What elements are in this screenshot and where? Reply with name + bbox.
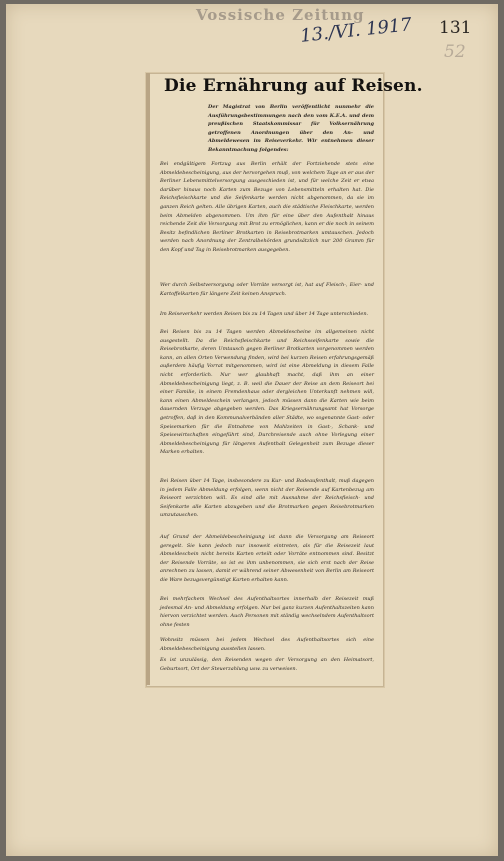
page-number: 131	[439, 18, 472, 38]
article-paragraph: Auf Grund der Abmeldebescheinigung ist dann die Versorgung am Reiseort geregelt. Sie kann jedoch nur insoweit eintreten, als für die Reisezeit laut Abmeldeschein nicht bereits Karten erteilt oder Vorräte entnommen sind. Besitzt der Reisende Vorräte, so ist es ihm unbenommen, sie sich erst nach der Reise anrechnen zu lassen, damit er während seiner Abwesenheit von Berlin am Reiseort die Ware bezugsvergünstigt Karten erhalten kann.	[160, 534, 374, 583]
article-paragraph: Wer durch Selbstversorgung oder Vorräte versorgt ist, hat auf Fleisch-, Eier- und Kartoffelkarten für längere Zeit keinen Anspruch.	[160, 282, 374, 297]
article-title: Die Ernährung auf Reisen.	[164, 76, 423, 96]
article-paragraph: Bei mehrfachem Wechsel des Aufenthaltsortes innerhalb der Reisezeit muß jedesmal An- und Abmeldung erfolgen. Nur bei ganz kurzen Aufenthaltszeiten kann hiervon verzichtet werden. Auch Personen mit ständig wechselndem Aufenthaltsort ohne festen	[160, 596, 374, 628]
article-intro: Der Magistrat von Berlin veröffentlicht nunmehr die Ausführungsbestimmungen nach den vom K.E.A. und dem preußischen Staatskommissar für Volksernährung getroffenen Anordnungen über den An- und Abmeldewesen im Reiseverkehr. Wir entnehmen dieser Bekanntmachung folgendes:	[208, 104, 374, 153]
pencil-number: 52	[444, 42, 466, 62]
article-paragraph: Wohnsitz müssen bei jedem Wechsel des Aufenthaltsortes sich eine Abmeldebescheinigung ausstellen lassen.	[160, 637, 374, 652]
newspaper-masthead: Vossische Zeitung	[196, 6, 365, 24]
clipping-edge	[146, 73, 150, 685]
handwritten-date: 13./VI. 1917	[299, 14, 413, 47]
article-paragraph: Es ist unzulässig, den Reisenden wegen der Versorgung an den Heimatsort, Geburtsort, Ort der Steuerzahlung usw. zu verweisen.	[160, 657, 374, 672]
article-paragraph: Bei Reisen bis zu 14 Tagen werden Abmeldescheine im allgemeinen nicht ausgestellt. Da die Reichsfleischkarte und Reichsseifenkarte sowie die Reisebrotkarte, deren Umtausch gegen Berliner Brotkarten vorgenommen werden kann, an allen Orten Verwendung finden, wird bei kurzen Reisen erfahrungsgemäß außerdem häufig Vorrat mitgenommen, wird ist eine Abmeldung in diesem Falle nicht erforderlich. Nur wer glaubhaft macht, daß ihm an einer Abmeldebescheinigung liegt, z. B. weil die Dauer der Reise an dem Reiseort bei einer Familie, in einem Fremdenhaus oder dergleichen Unterkunft nehmen will, kann einen Abmeldeschein verlangen, jedoch müssen dann die Karten wie beim dauernden Verzuge abgegeben werden. Das Kriegsernährungsamt hat Vorsorge getroffen, daß in den Kommunalverbänden aller Städte, wo sogenannte Gast- oder Speisemarken für die Entnahme von Mahlzeiten in Gast-, Schank- und Speisewirtschaften eingeführt sind, Durchreisende auch ohne Vorlegung einer Abmeldebescheinigung für längeren Aufenthalt Gelegenheit zum Bezuge dieser Marken erhalten.	[160, 329, 374, 456]
article-paragraph: Bei Reisen über 14 Tage, insbesondere zu Kur- und Badeaufenthalt, muß dagegen in jedem Falle Abmeldung erfolgen, wenn nicht der Reisende auf Kartenbezug am Reiseort verzichten will. Es sind alle mit Ausnahme der Reichsfleisch- und Seifenkarte alle Karten abzugeben und die Brotmarken gegen Reisebrotmarken umzutauschen.	[160, 478, 374, 519]
article-paragraph: Im Reiseverkehr werden Reisen bis zu 14 Tagen und über 14 Tage unterschieden.	[160, 311, 369, 317]
article-paragraph: Bei endgültigem Fortzug aus Berlin erhält der Fortziehende stets eine Abmeldebescheinigung, aus der hervorgehen muß, von welchem Tage an er aus der Berliner Lebensmittelversorgung ausgeschieden ist, und für welche Zeit er etwa darüber hinaus noch Karten zum Bezuge von Lebensmitteln erhalten hat. Die Reichsfleischkarte und die Seifenkarte werden nicht abgenommen, da sie im ganzen Reich gelten. Alle übrigen Karten, auch die städtische Fleischkarte, werden beim Abmelden abgenommen. Um ihm für eine über den Aufenthalt hinaus reichende Zeit die Versorgung mit Brot zu ermöglichen, kann er die noch in seinem Besitz befindlichen Berliner Brotkarten in Reisebrotmarken umtauschen. Jedoch werden nach Anordnung der Zentralbehörden grundsätzlich nur 200 Gramm für den Kopf und Tag in Reisebrotmarken ausgegeben.	[160, 161, 374, 253]
